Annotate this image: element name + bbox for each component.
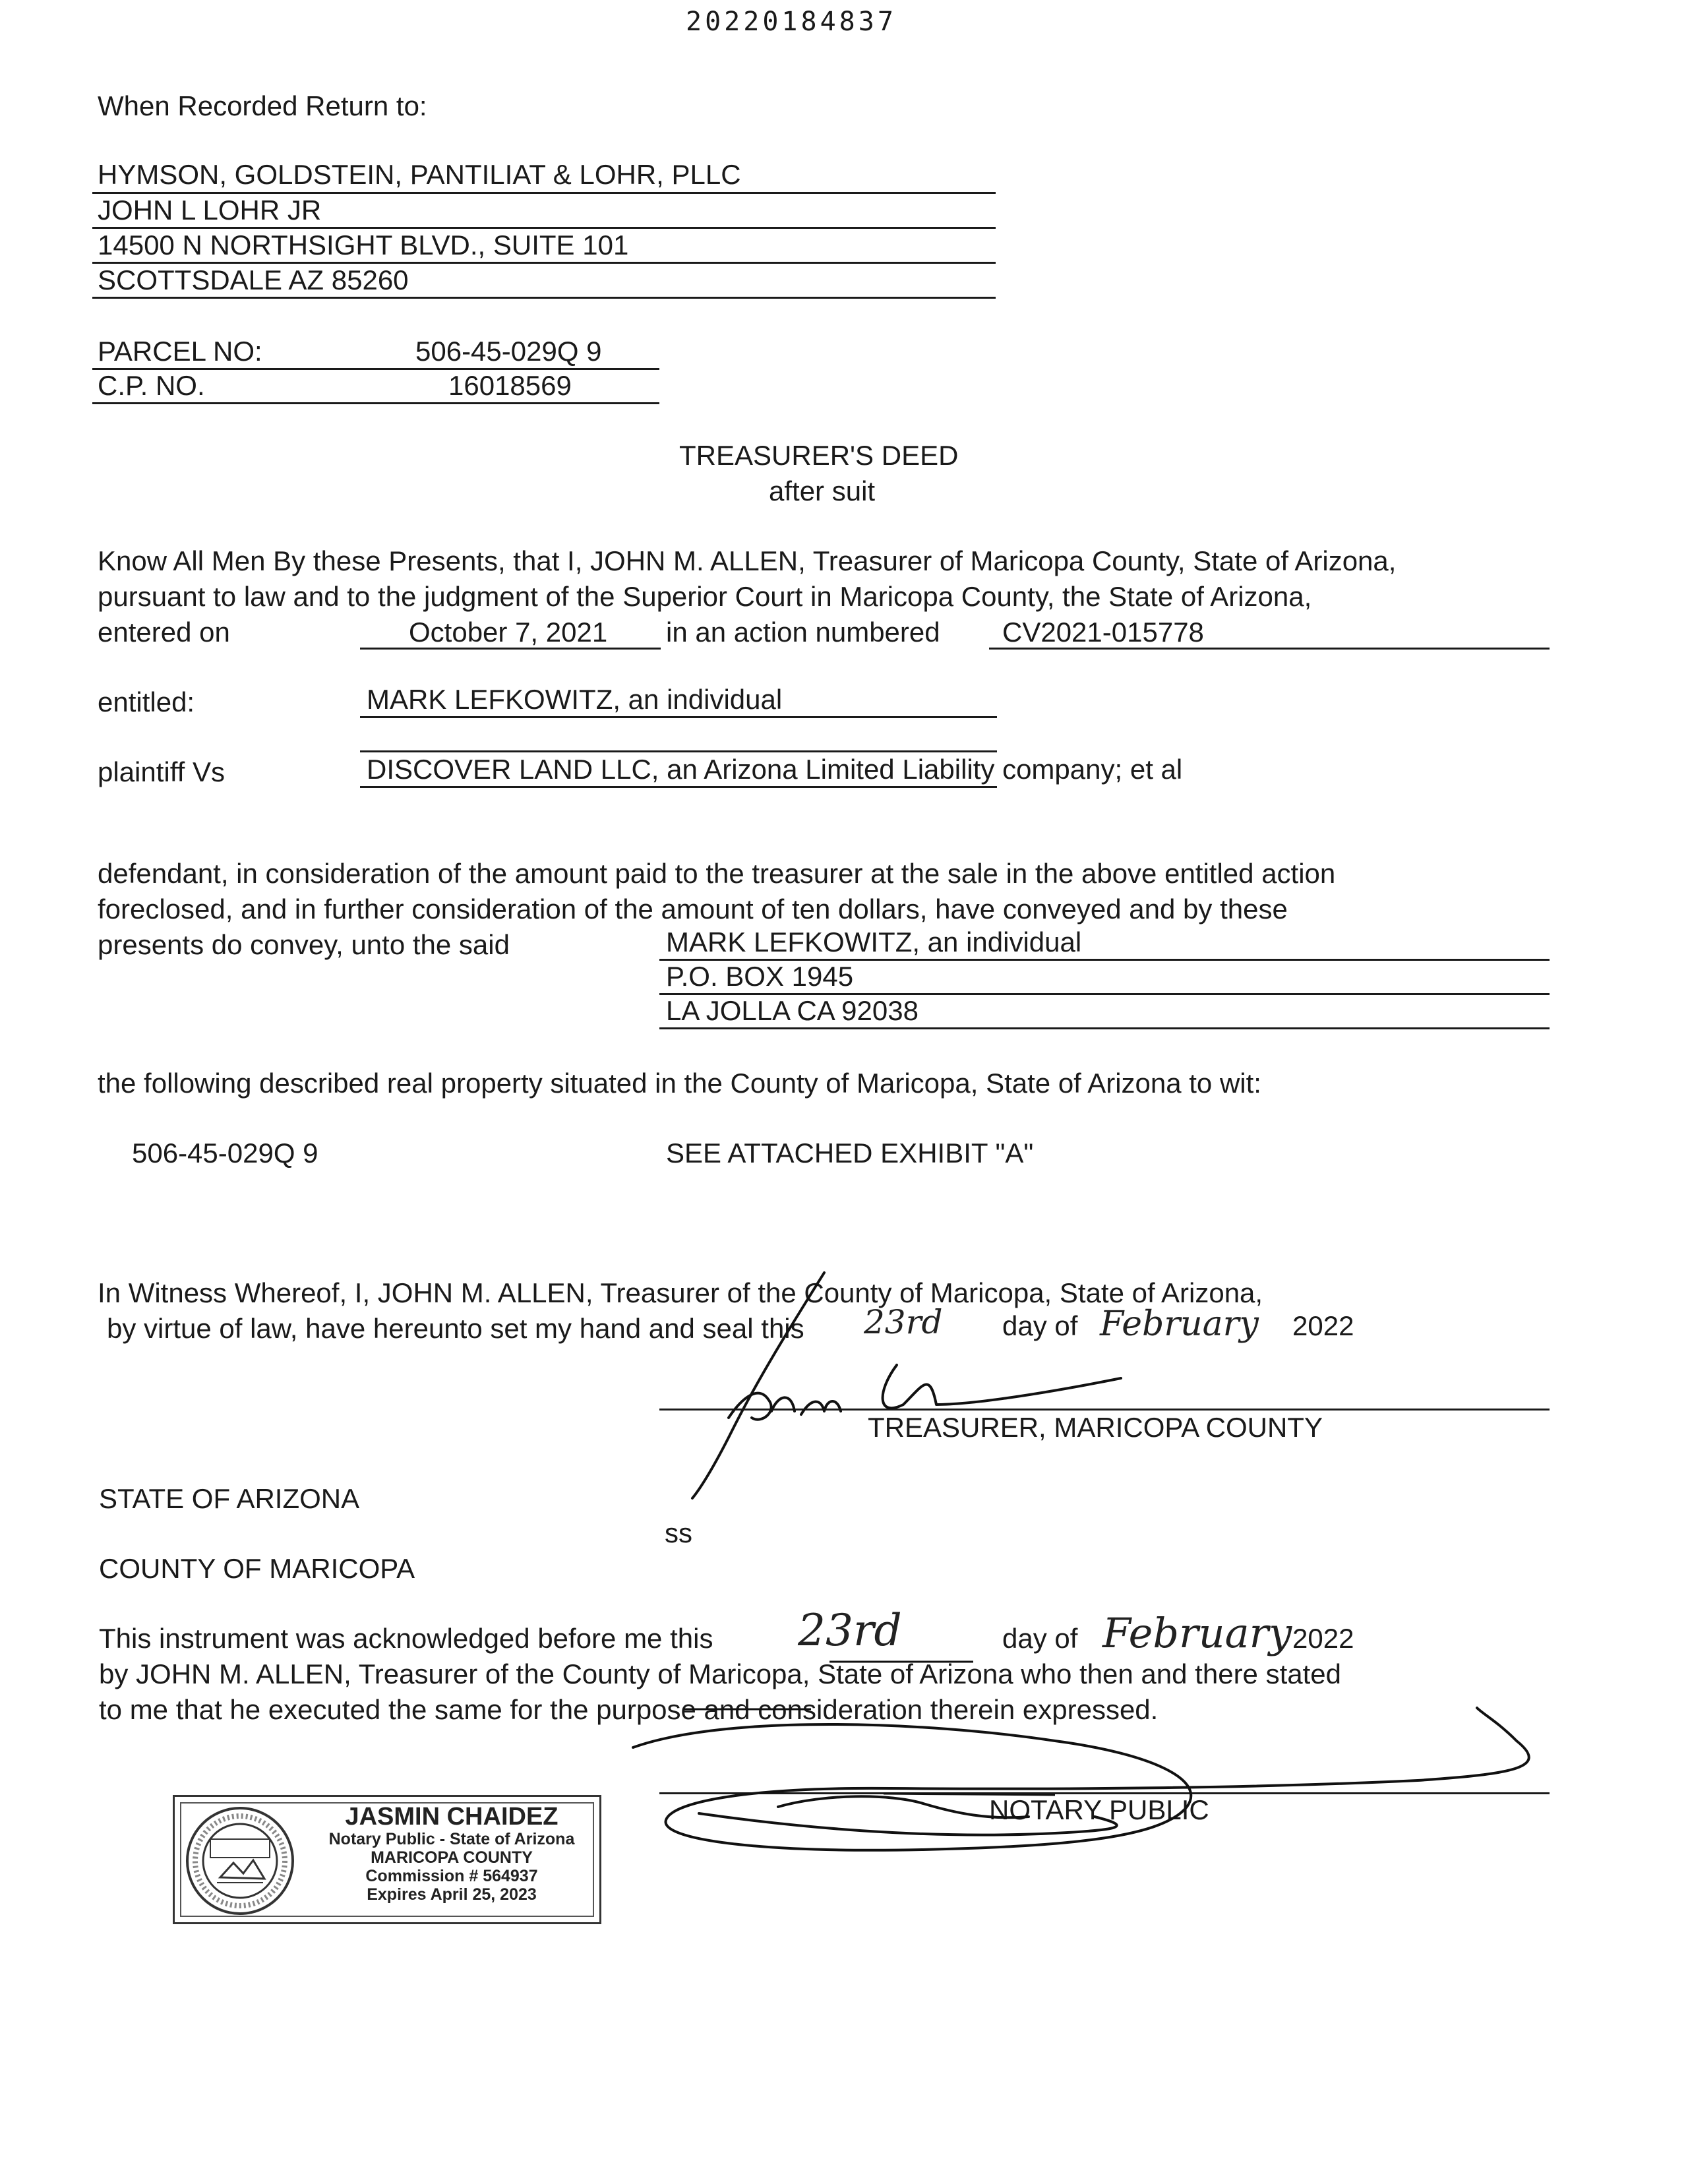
witness-line-2: by virtue of law, have hereunto set my hand and seal this [107, 1313, 804, 1344]
grantee-line-2: P.O. BOX 1945 [666, 961, 854, 992]
property-parcel: 506-45-029Q 9 [132, 1138, 318, 1168]
grantee-line-1: MARK LEFKOWITZ, an individual [666, 926, 1082, 957]
intro-line-2: pursuant to law and to the judgment of the Superior Court in Maricopa County, the State of Arizona, [98, 581, 1312, 612]
notary-signature [633, 1708, 1529, 1850]
plaintiff-vs-label: plaintiff Vs [98, 756, 225, 787]
entitled-label: entitled: [98, 686, 195, 717]
ack-day-of: day of [1002, 1623, 1078, 1654]
return-to-line-1: HYMSON, GOLDSTEIN, PANTILIAT & LOHR, PLLC [98, 159, 741, 190]
intro-line-1: Know All Men By these Presents, that I, JOHN M. ALLEN, Treasurer of Maricopa County, State of Arizona, [98, 545, 1397, 576]
stamp-line-4: Expires April 25, 2023 [367, 1885, 537, 1904]
ack-year: 2022 [1292, 1623, 1354, 1654]
return-to-line-3: 14500 N NORTHSIGHT BLVD., SUITE 101 [98, 229, 629, 260]
deed-subtitle: after suit [769, 475, 876, 506]
conveyance-line-3: presents do convey, unto the said [98, 929, 510, 960]
return-to-line-4: SCOTTSDALE AZ 85260 [98, 264, 409, 295]
venue-state: STATE OF ARIZONA [99, 1483, 360, 1514]
conveyance-line-1: defendant, in consideration of the amount paid to the treasurer at the sale in the above entitled action [98, 858, 1336, 889]
stamp-notary-name: JASMIN CHAIDEZ [345, 1803, 558, 1831]
notary-title: NOTARY PUBLIC [989, 1794, 1209, 1825]
parcel-value: 506-45-029Q 9 [415, 336, 602, 367]
action-label: in an action numbered [666, 617, 940, 648]
conveyance-line-2: foreclosed, and in further consideration of the amount of ten dollars, have conveyed and by these [98, 894, 1288, 925]
treasurer-title: TREASURER, MARICOPA COUNTY [868, 1412, 1323, 1443]
witness-year: 2022 [1292, 1310, 1354, 1341]
witness-line-1: In Witness Whereof, I, JOHN M. ALLEN, Treasurer of the County of Maricopa, State of Arizona, [98, 1277, 1263, 1308]
plaintiff-name: MARK LEFKOWITZ, an individual [367, 684, 783, 715]
witness-day-of: day of [1002, 1310, 1078, 1341]
grantee-line-3: LA JOLLA CA 92038 [666, 995, 919, 1026]
return-to-label: When Recorded Return to: [98, 90, 427, 121]
witness-day-handwritten: 23rd [864, 1303, 943, 1341]
property-exhibit: SEE ATTACHED EXHIBIT "A" [666, 1138, 1034, 1168]
witness-month-handwritten: February [1100, 1304, 1259, 1344]
deed-title: TREASURER'S DEED [679, 440, 959, 471]
stamp-line-1: Notary Public - State of Arizona [328, 1830, 575, 1848]
treasurer-signature [692, 1273, 1121, 1498]
property-line: the following described real property situated in the County of Maricopa, State of Arizona to wit: [98, 1068, 1261, 1099]
stamp-line-2: MARICOPA COUNTY [371, 1848, 533, 1867]
cp-value: 16018569 [448, 370, 572, 401]
defendant-name: DISCOVER LAND LLC, an Arizona Limited Liability company; et al [367, 754, 1183, 785]
ack-line-2: by JOHN M. ALLEN, Treasurer of the County of Maricopa, State of Arizona who then and there stated [99, 1658, 1341, 1689]
cp-label: C.P. NO. [98, 370, 205, 401]
recording-number: 20220184837 [686, 7, 897, 37]
ack-line-3: to me that he executed the same for the purpose and consideration therein expressed. [99, 1694, 1159, 1725]
entered-on-label: entered on [98, 617, 230, 648]
return-to-line-2: JOHN L LOHR JR [98, 195, 322, 226]
ack-line-1: This instrument was acknowledged before me this [99, 1623, 713, 1654]
action-number: CV2021-015778 [1002, 617, 1204, 648]
entered-on-date: October 7, 2021 [409, 617, 608, 648]
parcel-label: PARCEL NO: [98, 336, 262, 367]
stamp-line-3: Commission # 564937 [365, 1867, 538, 1885]
ack-day-handwritten: 23rd [798, 1605, 902, 1656]
ack-month-handwritten: February [1102, 1609, 1292, 1657]
venue-ss: ss [665, 1517, 692, 1548]
venue-county: COUNTY OF MARICOPA [99, 1553, 415, 1584]
